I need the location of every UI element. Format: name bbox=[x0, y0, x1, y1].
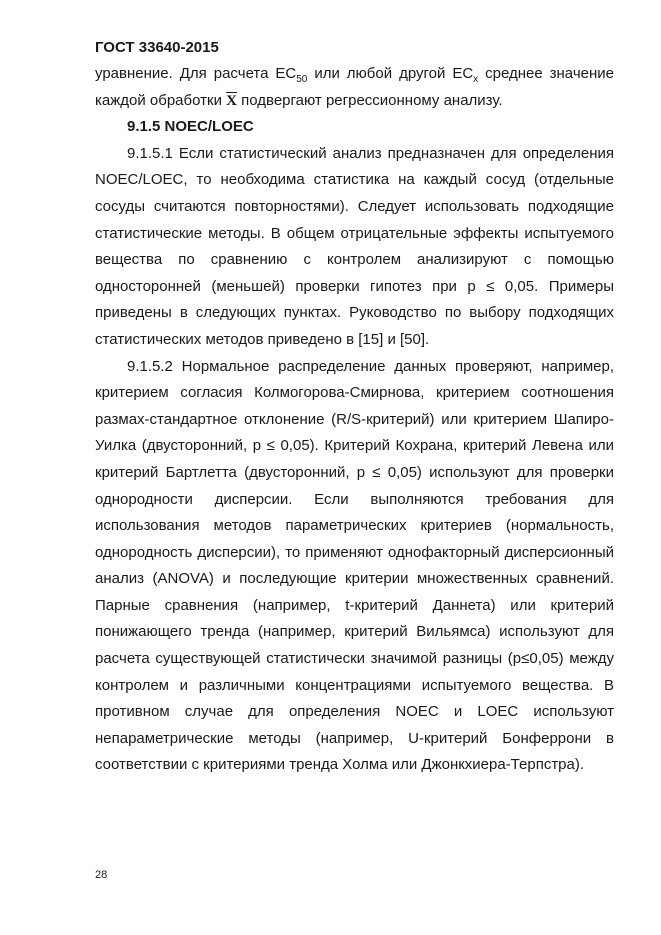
intro-text-2: или любой другой EC bbox=[307, 65, 474, 82]
mean-symbol: $\overline{X}$ bbox=[226, 92, 237, 109]
intro-text-3: среднее значение каждой обработки bbox=[95, 65, 614, 109]
document-body bbox=[95, 61, 614, 779]
paragraph-9-1-5-2: 9.1.5.2 Нормальное распределение данных проверяют, например, критерием согласия Колмогорова-Смирнова, критерием соотношения размах-стандартное отклонение (R/S-критерий) или критерием Шапиро-Уилка (двусторонний, p ≤ 0,05). Критерий Кохрана, критерий Левена или критерий Бартлетта (двусторонний, p ≤ 0,05) используют для проверки однородности дисперсии. Если выполняются требования для использования методов параметрических критериев (нормальность, однородность дисперсии), то применяют однофакторный дисперсионный анализ (ANOVA) и последующие критерии множественных сравнений. Парные сравнения (например, t-критерий Даннета) или критерий понижающего тренда (например, критерий Вильямса) используют для расчета существующей статистически значимой разницы (p≤0,05) между контролем и различными концентрациями испытуемого вещества. В противном случае для определения NOEC и LOEC используют непараметрические методы (например, U-критерий Бонферрони в соответствии с критериями тренда Холма или Джонкхиера-Терпстра). bbox=[95, 357, 614, 774]
ec-subscript-50: 50 bbox=[296, 74, 308, 85]
document-code: ГОСТ 33640-2015 bbox=[95, 39, 219, 56]
intro-text-1: уравнение. Для расчета EC bbox=[95, 65, 297, 82]
page-number: 28 bbox=[95, 869, 108, 881]
paragraph-9-1-5-1: 9.1.5.1 Если статистический анализ предназначен для определения NOEC/LOEC, то необходима статистика на каждый сосуд (отдельные сосуды считаются повторностями). Следует использовать подходящие статистические методы. В общем отрицательные эффекты испытуемого вещества по сравнению с контролем анализируют с помощью односторонней (меньшей) проверки гипотез при p ≤ 0,05. Примеры приведены в следующих пунктах. Руководство по выбору подходящих статистических методов приведено в [15] и [50]. bbox=[95, 144, 614, 348]
ec-subscript-x: x bbox=[473, 74, 479, 85]
section-heading: 9.1.5 NOEC/LOEC bbox=[127, 118, 254, 136]
intro-text-4: подвергают регрессионному анализу. bbox=[236, 91, 503, 109]
intro-paragraph bbox=[95, 61, 614, 114]
